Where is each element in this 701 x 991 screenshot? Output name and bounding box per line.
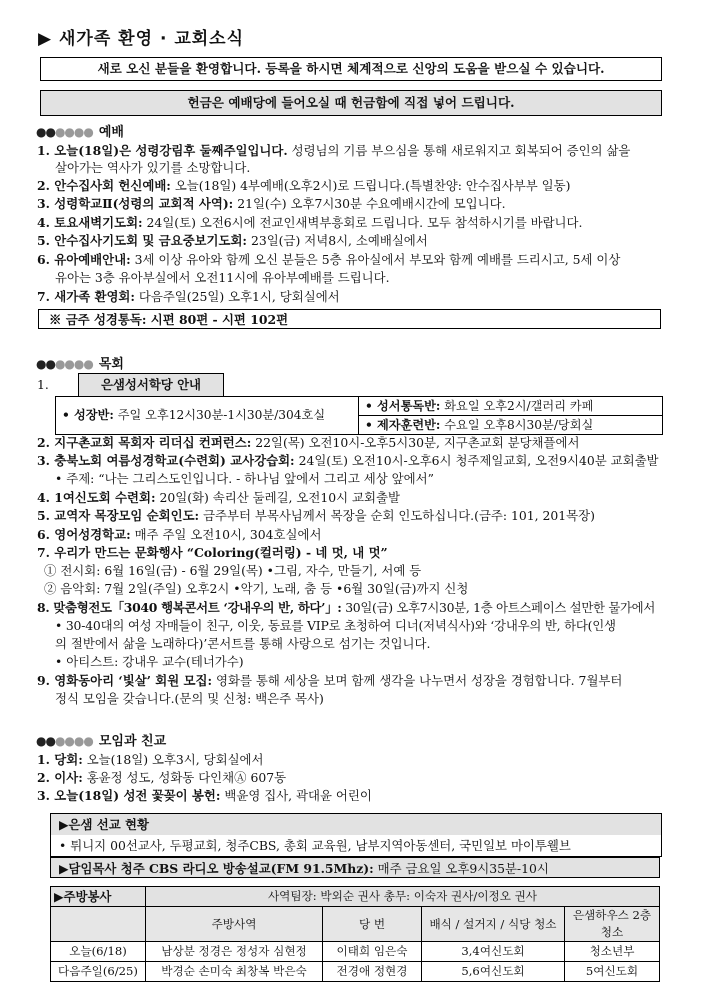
worship-item-2: 2. 안수집사회 헌신예배: 오늘(18일) 4부예배(오후2시)로 드립니다.(특별찬양: 안수집사부부 일동) xyxy=(37,178,571,193)
table-cell: 3,4여신도회 xyxy=(422,942,565,962)
col-header: 당 번 xyxy=(323,907,422,942)
table-cell: 오늘(6/18) xyxy=(51,942,146,962)
pastoral-heading: ●●●●●● 목회 xyxy=(36,357,124,372)
pastoral-item-9: 9. 영화동아리 ‘빛살’ 회원 모집: 영화를 통해 세상을 보며 함께 생각을 나누면서 성장을 경험합니다. 7월부터 xyxy=(37,673,623,688)
kitchen-service-title: ▶주방봉사 xyxy=(51,887,146,907)
worship-heading: ●●●●●● 예배 xyxy=(36,125,124,140)
pastoral-item-2: 2. 지구촌교회 목회자 리더십 컨퍼런스: 22일(목) 오전10시-오후5시30분, 지구촌교회 분당채플에서 xyxy=(37,435,580,450)
fellowship-item-2: 2. 이사: 홍윤정 성도, 성화동 다인채Ⓐ 607동 xyxy=(37,770,287,785)
mission-heading: ▶은샘 선교 현황 xyxy=(51,814,661,835)
fellowship-item-3: 3. 오늘(18일) 성전 꽃꽂이 봉헌: 백윤영 집사, 곽대윤 어린이 xyxy=(37,788,372,803)
offering-banner: 헌금은 예배당에 들어오실 때 헌금함에 직접 넣어 드립니다. xyxy=(40,90,662,116)
worship-item-3: 3. 성령학교Ⅱ(성령의 교회적 사역): 21일(수) 오후7시30분 수요예배시간에 모입니다. xyxy=(37,196,506,211)
col-header: 주방사역 xyxy=(146,907,323,942)
table-cell: 청소년부 xyxy=(565,942,660,962)
pastoral-item-5: 5. 교역자 목장모임 순회인도: 금주부터 부목사님께서 목장을 순회 인도하십니다.(금주: 101, 201목장) xyxy=(37,508,595,523)
table-row xyxy=(51,962,660,982)
pastoral-item-4: 4. 1여신도회 수련회: 20일(화) 속리산 둘레길, 오전10시 교회출발 xyxy=(37,490,400,505)
table-cell: 박경순 손미숙 최창복 박은숙 xyxy=(146,962,323,982)
radio-sermon-time: 매주 금요일 오후9시35분-10시 xyxy=(373,861,549,876)
pastoral-item-7-exhibition: ① 전시회: 6월 16일(금) - 6월 29일(목) •그림, 자수, 만들기, 서예 등 xyxy=(44,563,422,578)
kitchen-service-leaders: 사역팀장: 박외순 권사 총무: 이숙자 권사/이정오 권사 xyxy=(146,887,660,907)
table-cell: 5,6여신도회 xyxy=(422,962,565,982)
class-reading: • 성서통독반: 화요일 오후2시/갤러리 카페 xyxy=(359,397,663,416)
worship-item-4: 4. 토요새벽기도회: 24일(토) 오전6시에 전교인새벽부흥회로 드립니다. 모두 참석하시기를 바랍니다. xyxy=(37,215,583,230)
worship-item-1-cont: 살아가는 역사가 있기를 소망합니다. xyxy=(55,160,251,175)
mission-box xyxy=(50,813,662,857)
table-row xyxy=(51,942,660,962)
pastoral-item-9-cont: 정식 모임을 갖습니다.(문의 및 신청: 백은주 목사) xyxy=(55,691,324,706)
col-header: 은샘하우스 2층 청소 xyxy=(565,907,660,942)
pastoral-item-7: 7. 우리가 만드는 문화행사 “Coloring(컬러링) - 네 멋, 내 멋” xyxy=(37,545,388,560)
worship-item-1: 1. 오늘(18일)은 성령강림후 둘째주일입니다. 성령님의 기름 부으심을 통해 새로워지고 회복되어 증인의 삶을 xyxy=(37,143,631,158)
pastoral-item-8-desc: • 30-40대의 여성 자매들이 친구, 이웃, 동료를 VIP로 초청하여 디너(저녁식사)와 ‘강내우의 반, 하다(인생 xyxy=(55,618,616,633)
worship-item-6-cont: 유아는 3층 유아부실에서 오전11시에 유아부예배를 드립니다. xyxy=(55,270,390,285)
fellowship-item-1: 1. 당회: 오늘(18일) 오후3시, 당회실에서 xyxy=(37,752,264,767)
welcome-banner: 새로 오신 분들을 환영합니다. 등록을 하시면 체계적으로 신앙의 도움을 받으실 수 있습니다. xyxy=(40,57,662,81)
class-growth: • 성장반: 주일 오후12시30분-1시30분/304호실 xyxy=(56,397,359,435)
kitchen-service-table xyxy=(50,886,660,982)
table-cell: 전경애 정현경 xyxy=(323,962,422,982)
pastoral-item-3-theme: • 주제: “나는 그리스도인입니다. - 하나님 앞에서 그리고 세상 앞에서” xyxy=(55,471,434,486)
col-header: 배식 / 설거지 / 식당 청소 xyxy=(422,907,565,942)
radio-sermon-label: ▶담임목사 청주 CBS 라디오 방송설교(FM 91.5Mhz): xyxy=(59,861,374,876)
table-cell: 이태희 임은숙 xyxy=(323,942,422,962)
table-cell: 다음주일(6/25) xyxy=(51,962,146,982)
pastoral-item-6: 6. 영어성경학교: 매주 주일 오전10시, 304호실에서 xyxy=(37,527,322,542)
mission-body: • 튀니지 00선교사, 두평교회, 청주CBS, 총회 교육원, 남부지역아동센터, 국민일보 마이투웰브 xyxy=(51,835,661,856)
worship-item-6: 6. 유아예배안내: 3세 이상 유아와 함께 오신 분들은 5층 유아실에서 부모와 함께 예배를 드리시고, 5세 이상 xyxy=(37,252,621,267)
radio-sermon-bar xyxy=(50,857,660,878)
bible-school-tab: 은샘성서학당 안내 xyxy=(78,373,224,396)
fellowship-heading: ●●●●●● 모임과 친교 xyxy=(36,734,167,749)
pastoral-item-8: 8. 맞춤형전도「3040 행복콘서트 ‘강내우의 반, 하다’」: 30일(금) 오후7시30분, 1층 아트스페이스 설만한 물가에서 xyxy=(37,600,656,615)
col-header xyxy=(51,907,146,942)
worship-item-7: 7. 새가족 환영회: 다음주일(25일) 오후1시, 당회실에서 xyxy=(37,289,340,304)
bullet-dots-icon: ●●●●●● xyxy=(36,357,93,371)
bible-reading-box: ※ 금주 성경통독: 시편 80편 - 시편 102편 xyxy=(38,309,661,329)
worship-item-5: 5. 안수집사기도회 및 금요중보기도회: 23일(금) 저녁8시, 소예배실에서 xyxy=(37,233,428,248)
bullet-dots-icon: ●●●●●● xyxy=(36,125,93,139)
pastoral-item-3: 3. 충북노회 여름성경학교(수련회) 교사강습회: 24일(토) 오전10시-오후6시 청주제일교회, 오전9시40분 교회출발 xyxy=(37,453,659,468)
page-title: ▶ 새가족 환영 · 교회소식 xyxy=(38,29,245,49)
pastoral-item-8-artist: • 아티스트: 강내우 교수(테너가수) xyxy=(55,654,244,669)
class-discipleship: • 제자훈련반: 수요일 오후8시30분/당회실 xyxy=(359,416,663,435)
pastoral-item-8-desc-cont: 의 절반에서 삶을 노래하다)’콘서트를 통해 사랑으로 섬기는 것입니다. xyxy=(55,636,431,651)
pastoral-item-1-number: 1. xyxy=(37,377,49,392)
pastoral-item-7-concert: ② 음악회: 7월 2일(주일) 오후2시 •악기, 노래, 춤 등 •6월 30일(금)까지 신청 xyxy=(44,581,469,596)
table-cell: 5여신도회 xyxy=(565,962,660,982)
bible-school-table xyxy=(55,396,663,435)
table-cell: 남상분 정경은 정성자 심현정 xyxy=(146,942,323,962)
bullet-dots-icon: ●●●●●● xyxy=(36,734,93,748)
